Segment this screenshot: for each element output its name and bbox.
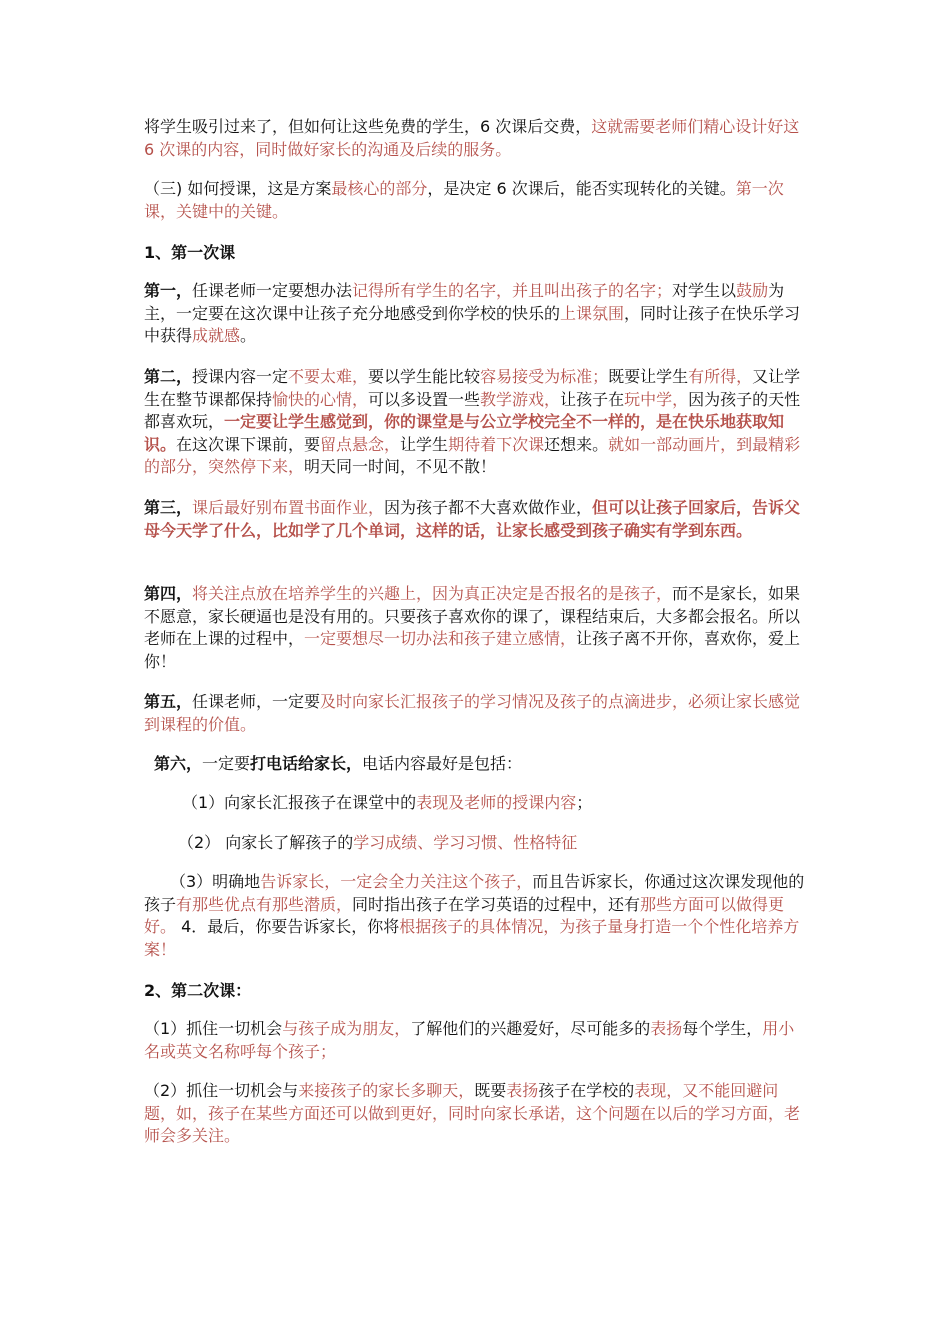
text-run: 将学生吸引过来了，但如何让这些免费的学生，6 次课后交费，: [144, 117, 592, 136]
paragraph-how-to-teach: [144, 178, 808, 223]
text-run: 又让学生在整节课都保持: [144, 367, 801, 409]
highlight-run: 第一次课，关键中的关键。: [144, 179, 784, 221]
list-item-be-friends: [144, 1018, 808, 1063]
text-run: （1）抓住一切机会: [144, 1019, 283, 1038]
paragraph-intro: [144, 116, 808, 161]
list-item-tell-parents: [144, 871, 808, 961]
text-run: 在这次课下课前，要: [176, 434, 321, 454]
list-item-report: [182, 792, 808, 815]
text-run: 因为孩子都不大喜欢做作业，: [384, 498, 593, 517]
text-run: （2）抓住一切机会与: [144, 1081, 299, 1100]
list-item-understand: [178, 832, 808, 855]
text-run: ，同时让孩子在快乐学习中获得: [144, 303, 801, 345]
highlight-run: 及时向家长汇报孩子的学习情况及孩子的点滴进步，必须让家长感觉到课程的价值。: [144, 692, 801, 734]
text-run: （1）向家长汇报孩子在课堂中的: [182, 793, 417, 812]
lead-label: 第六，: [154, 754, 203, 773]
lead-label: 第三，: [144, 498, 193, 517]
highlight-run: 学习成绩、学习习惯、性格特征: [353, 833, 578, 852]
text-run: 让孩子离不开你，喜欢你，爱上你！: [144, 629, 801, 671]
highlight-run: 那些方面可以做得更好。: [144, 894, 785, 936]
text-run: 让孩子在: [560, 389, 625, 409]
text-run: 任课老师，一定要: [192, 692, 321, 711]
highlight-run: 愉快的心情，: [272, 389, 369, 409]
paragraph-fifth: [144, 691, 808, 736]
highlight-run: 表扬: [506, 1081, 539, 1100]
text-run: 了解他们的兴趣爱好，尽可能多的: [410, 1019, 651, 1038]
highlight-run: 这就需要老师们精心设计好这 6 次课的内容，同时做好家长的沟通及后续的服务。: [144, 117, 800, 159]
text-run: （2） 向家长了解孩子的: [178, 833, 354, 852]
text-run: 同时指出孩子在学习英语的过程中，还有: [352, 894, 641, 914]
highlight-run: 有那些优点有那些潜质，: [176, 894, 353, 914]
highlight-run: 与孩子成为朋友，: [282, 1019, 411, 1038]
text-run: 为主，一定要在这次课中让孩子充分地感受到你学校的快乐的: [144, 281, 785, 323]
section-heading-first-class: 1、第一次课: [144, 243, 236, 262]
bold-highlight-run: 一定要让学生感觉到，你的课堂是与公立学校完全不一样的，是在快乐地获取知识。: [144, 412, 785, 454]
text-run: 。: [240, 326, 257, 345]
text-run: 而不是家长，如果不愿意，家长硬逼也是没有用的。只要孩子喜欢你的课了，课程结束后，大多都会报名。所以老师在上课的过程中，: [144, 584, 801, 648]
highlight-run: 有所得，: [688, 367, 753, 386]
text-run: 授课内容一定: [192, 367, 289, 386]
text-run: ；: [576, 793, 593, 812]
bold-run: 打电话给家长，: [250, 754, 363, 773]
highlight-run: 成就感: [192, 326, 241, 345]
lead-label: 第四，: [144, 584, 193, 603]
lead-label: 第一，: [144, 281, 193, 300]
highlight-run: 用小名或英文名称呼每个孩子；: [144, 1019, 795, 1061]
highlight-run: 上课氛围: [560, 303, 625, 323]
text-run: 要以学生能比较: [368, 367, 481, 386]
lead-label: 第五，: [144, 692, 193, 711]
highlight-run: 告诉家长，一定会全力关注这个孩子，: [260, 872, 533, 891]
highlight-run: 表扬: [650, 1019, 683, 1038]
highlight-run: 记得所有学生的名字，并且叫出孩子的名字；: [352, 281, 673, 300]
highlight-run: 玩中学，: [624, 389, 689, 409]
highlight-run: 教学游戏，: [480, 389, 561, 409]
text-run: 对学生以: [672, 281, 737, 300]
paragraph-first: [144, 280, 808, 348]
highlight-run: 一定要想尽一切办法和孩子建立感情，: [304, 629, 577, 648]
highlight-run: 期待着下次课: [448, 434, 545, 454]
highlight-run: 最核心的部分: [331, 179, 428, 198]
text-run: 任课老师一定要想办法: [192, 281, 353, 300]
text-run: 因为孩子的天性都喜欢玩，: [144, 389, 801, 431]
highlight-run: 又不能回避问题，如，孩子在某些方面还可以做到更好，同时向家长承诺，这个问题在以后的学习方面，老师会多关注。: [144, 1081, 801, 1145]
highlight-run: 表现及老师的授课内容: [416, 793, 577, 812]
text-run: ，是决定 6 次课后，能否实现转化的关键。: [427, 179, 736, 198]
list-item-talk-parents: [144, 1080, 808, 1148]
text-run: （三) 如何授课，这是方案: [144, 179, 332, 198]
text-run: 每个学生，: [682, 1019, 763, 1038]
text-run: 可以多设置一些: [368, 389, 481, 409]
paragraph-fourth: [144, 583, 808, 673]
highlight-run: 容易接受为标准；: [480, 367, 609, 386]
text-run: 孩子在学校的: [538, 1081, 635, 1100]
highlight-run: 就如一部动画片，到最精彩的部分，突然停下来，: [144, 434, 801, 476]
paragraph-third: [144, 497, 808, 542]
text-run: 4．最后，你要告诉家长，你将: [176, 917, 400, 936]
highlight-run: 根据孩子的具体情况，为孩子量身打造一个个性化培养方案！: [144, 917, 800, 959]
paragraph-second: [144, 366, 808, 479]
highlight-run: 来接孩子的家长多聊天，: [298, 1081, 475, 1100]
text-run: 还想来。: [544, 434, 609, 454]
text-run: 一定要: [202, 754, 251, 773]
highlight-run: 表现，: [634, 1081, 683, 1100]
text-run: 电话内容最好是包括：: [362, 754, 523, 773]
highlight-run: 鼓励: [736, 281, 769, 300]
text-run: （3）明确地: [170, 872, 261, 891]
text-run: 明天同一时间，不见不散！: [304, 457, 497, 476]
bold-highlight-run: 但可以让孩子回家后，告诉父母今天学了什么，比如学了几个单词，这样的话，让家长感受到孩子确实有学到东西。: [144, 498, 801, 540]
highlight-run: 将关注点放在培养学生的兴趣上，因为真正决定是否报名的是孩子，: [192, 584, 673, 603]
text-run: 而且告诉家长，你通过这次课发现他的孩子: [144, 872, 805, 914]
highlight-run: 课后最好别布置书面作业，: [192, 498, 385, 517]
paragraph-sixth: [154, 753, 808, 776]
text-run: 既要: [474, 1081, 507, 1100]
text-run: 让学生: [400, 434, 449, 454]
highlight-run: 留点悬念，: [320, 434, 401, 454]
lead-label: 第二，: [144, 367, 193, 386]
text-run: 既要让学生: [608, 367, 689, 386]
section-heading-second-class: 2、第二次课：: [144, 981, 252, 1000]
highlight-run: 不要太难，: [288, 367, 369, 386]
